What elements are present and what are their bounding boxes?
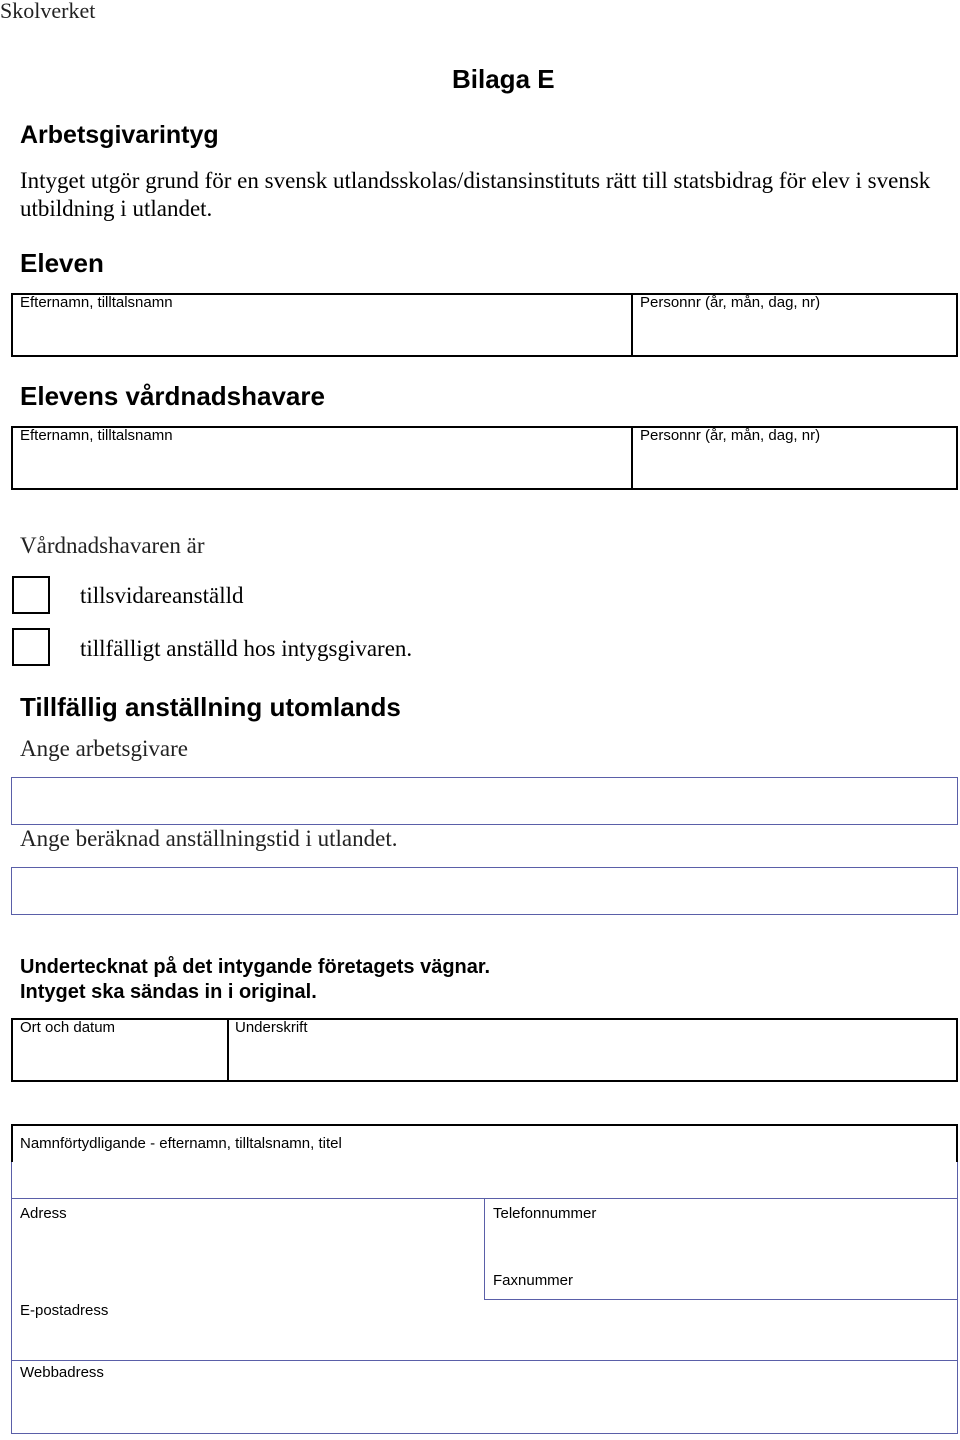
permanent-checkbox[interactable] bbox=[12, 576, 50, 614]
contact-right-black bbox=[956, 1124, 958, 1162]
guardian-heading: Elevens vårdnadshavare bbox=[20, 381, 325, 411]
employer-label: Ange arbetsgivare bbox=[20, 736, 188, 761]
web-label: Webbadress bbox=[20, 1364, 104, 1381]
temporary-checkbox[interactable] bbox=[12, 628, 50, 666]
intro-text: Intyget utgör grund för en svensk utlandsskolas/distansinstituts rätt till statsbidrag för elev i svensk utbildning i utlandet. bbox=[20, 168, 931, 221]
duration-field[interactable] bbox=[11, 867, 958, 915]
guardian-divider bbox=[631, 426, 633, 490]
duration-label: Ange beräknad anställningstid i utlandet. bbox=[20, 826, 398, 851]
phone-label: Telefonnummer bbox=[493, 1205, 597, 1222]
student-heading: Eleven bbox=[20, 248, 104, 278]
guardian-name-label: Efternamn, tilltalsnamn bbox=[20, 427, 173, 444]
name-clarification-field[interactable] bbox=[14, 1156, 954, 1196]
address-label: Adress bbox=[20, 1205, 67, 1222]
contact-left-black bbox=[11, 1124, 13, 1162]
name-clarification-label: Namnförtydligande - efternamn, tilltalsnamn, titel bbox=[20, 1135, 342, 1152]
student-pnr-label: Personnr (år, mån, dag, nr) bbox=[640, 294, 821, 311]
grid-row-3 bbox=[11, 1360, 958, 1361]
guardian-pnr-label: Personnr (år, mån, dag, nr) bbox=[640, 427, 821, 444]
abroad-heading: Tillfällig anställning utomlands bbox=[20, 692, 401, 722]
grid-mid bbox=[484, 1198, 485, 1300]
student-name-field[interactable] bbox=[14, 316, 628, 354]
grid-bottom bbox=[11, 1433, 958, 1434]
grid-right bbox=[957, 1162, 958, 1434]
signature-label: Underskrift bbox=[235, 1019, 308, 1036]
employer-field[interactable] bbox=[11, 777, 958, 825]
place-date-label: Ort och datum bbox=[20, 1019, 116, 1036]
grid-left bbox=[11, 1162, 12, 1434]
place-date-field[interactable] bbox=[14, 1040, 224, 1078]
fax-label: Faxnummer bbox=[493, 1272, 574, 1289]
page-title: Arbetsgivarintyg bbox=[20, 121, 219, 149]
temporary-label: tillfälligt anställd hos intygsgivaren. bbox=[80, 636, 413, 661]
appendix-label: Bilaga E bbox=[452, 64, 555, 94]
guardian-pnr-field[interactable] bbox=[635, 449, 955, 487]
student-pnr-field[interactable] bbox=[635, 316, 955, 354]
web-field[interactable] bbox=[14, 1384, 954, 1430]
signature-field[interactable] bbox=[231, 1040, 955, 1078]
grid-row-2-right bbox=[484, 1299, 958, 1300]
email-field[interactable] bbox=[14, 1322, 954, 1358]
signature-note-1: Undertecknat på det intygande företagets vägnar. bbox=[20, 956, 491, 978]
student-name-label: Efternamn, tilltalsnamn bbox=[20, 294, 173, 311]
skolverket-logo: Skolverket bbox=[0, 0, 96, 23]
signature-note-2: Intyget ska sändas in i original. bbox=[20, 981, 317, 1003]
guardian-name-field[interactable] bbox=[14, 449, 628, 487]
status-question: Vårdnadshavaren är bbox=[20, 533, 205, 558]
contact-top-border bbox=[11, 1124, 958, 1126]
signature-divider bbox=[227, 1018, 229, 1082]
student-divider bbox=[631, 293, 633, 357]
email-label: E-postadress bbox=[20, 1302, 109, 1319]
address-field[interactable] bbox=[14, 1224, 480, 1294]
permanent-label: tillsvidareanställd bbox=[80, 583, 244, 608]
phone-field[interactable] bbox=[488, 1224, 954, 1268]
